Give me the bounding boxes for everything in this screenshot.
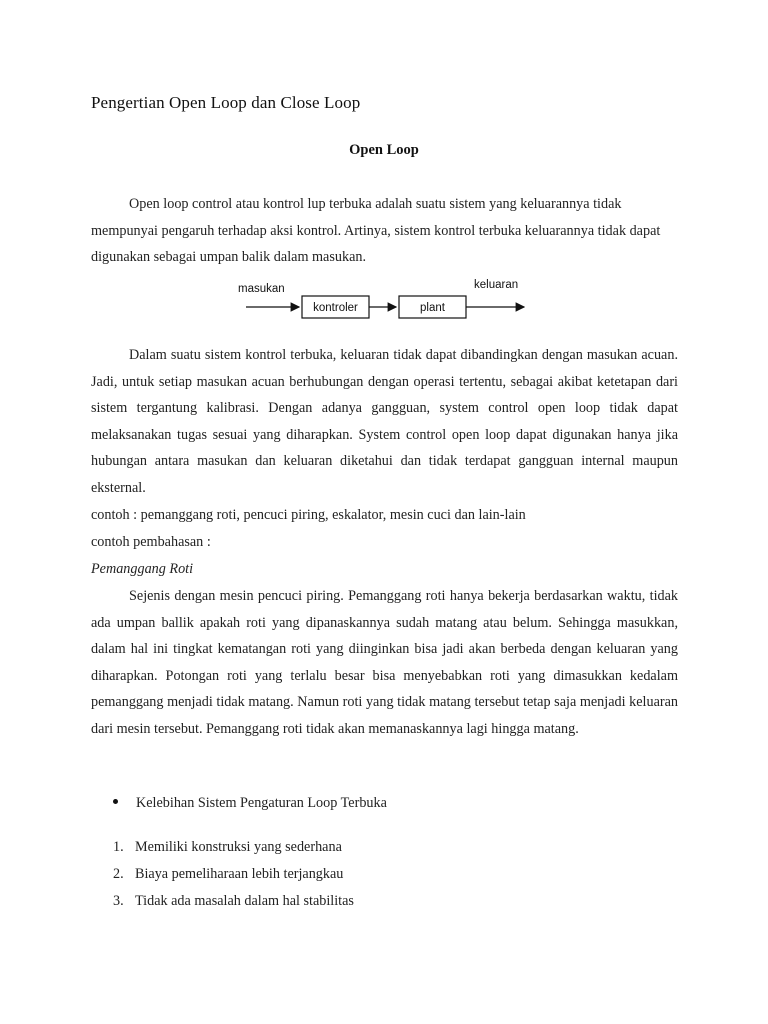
diagram-output-label: keluaran xyxy=(474,279,519,291)
controller-block-label: kontroler xyxy=(313,302,358,314)
discussion-line: contoh pembahasan : xyxy=(91,534,211,550)
list-item-number: 1. xyxy=(113,839,124,855)
open-loop-block-diagram xyxy=(236,274,532,324)
list-item-number: 2. xyxy=(113,866,124,882)
list-item-text: Biaya pemeliharaan lebih terjangkau xyxy=(135,866,344,882)
list-item-text: Memiliki konstruksi yang sederhana xyxy=(135,839,342,855)
list-item xyxy=(113,834,354,861)
plant-block-label: plant xyxy=(420,302,445,314)
bullet-item xyxy=(113,790,387,816)
list-item xyxy=(113,888,354,915)
diagram-input-label: masukan xyxy=(238,283,285,295)
example-heading: Pemanggang Roti xyxy=(91,561,194,577)
bullet-item-text: Kelebihan Sistem Pengaturan Loop Terbuka xyxy=(136,795,387,811)
document-title: Pengertian Open Loop dan Close Loop xyxy=(91,93,361,112)
example-paragraph: Sejenis dengan mesin pencuci piring. Pemanggang roti hanya bekerja berdasarkan waktu, tidak ada umpan ballik apakah roti yang dipanaskannya sudah matang atau belum. Sehingga masukkan, dalam hal ini tingkat kematangan roti yang diinginkan bisa jadi akan berbeda dengan keluaran yang diharapkan. Potongan roti yang terlalu besar bisa menyebabkan roti yang dimasukkan kedalam pemanggang menjadi tidak matang. Namun roti yang tidak matang tersebut tetap saja menjadi keluaran dari mesin tersebut. Pemanggang roti tidak akan memanaskannya lagi hingga matang. xyxy=(91,588,678,737)
intro-paragraph: Open loop control atau kontrol lup terbuka adalah suatu sistem yang keluarannya tidak mempunyai pengaruh terhadap aksi kontrol. Artinya, sistem kontrol terbuka keluarannya tidak dapat digunakan sebagai umpan balik dalam masukan. xyxy=(91,196,661,265)
section-title: Open Loop xyxy=(349,142,419,158)
list-item-text: Tidak ada masalah dalam hal stabilitas xyxy=(135,893,354,909)
examples-line: contoh : pemanggang roti, pencuci piring, eskalator, mesin cuci dan lain-lain xyxy=(91,507,526,523)
list-item xyxy=(113,861,354,888)
explanation-paragraph: Dalam suatu sistem kontrol terbuka, keluaran tidak dapat dibandingkan dengan masukan acuan. Jadi, untuk setiap masukan acuan berhubungan dengan operasi tertentu, sebagai akibat ketetapan dari sistem tergantung kalibrasi. Dengan adanya gangguan, system control open loop tidak dapat melaksanakan tugas sesuai yang diharapkan. System control open loop dapat digunakan hanya jika hubungan antara masukan dan keluaran diketahui dan tidak terdapat gangguan internal maupun eksternal. xyxy=(91,347,678,496)
list-item-number: 3. xyxy=(113,893,124,909)
advantages-list xyxy=(113,834,354,915)
bullet-dot-icon xyxy=(113,799,118,804)
